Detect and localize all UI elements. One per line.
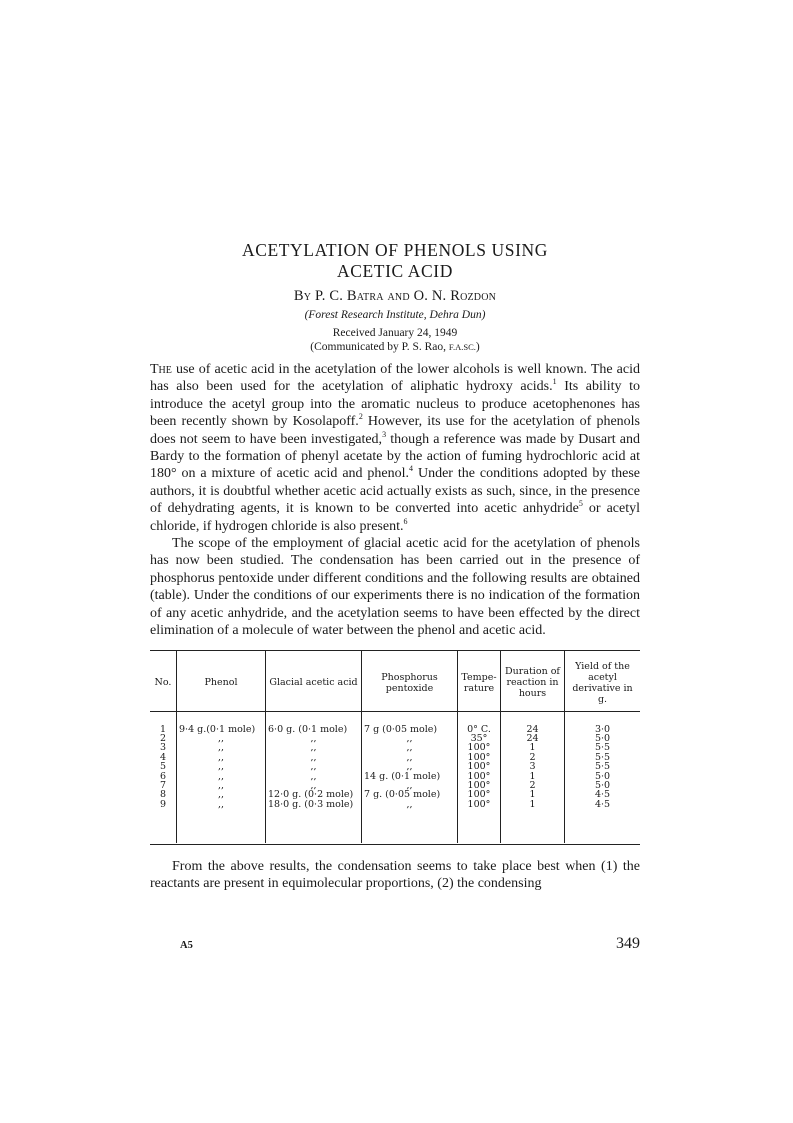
results-table — [150, 650, 640, 845]
cell-pentoxide: 14 g. (0·1 mole) — [362, 772, 458, 781]
table-row — [150, 800, 640, 843]
cell-phenol: ,, — [177, 790, 266, 799]
ref-4: 4 — [409, 464, 414, 474]
lead-word: The — [150, 362, 172, 377]
col-header-no: No. — [154, 677, 172, 688]
cell-duration: 2 — [501, 781, 565, 790]
cell-phenol: ,, — [177, 743, 266, 752]
cell-duration: 24 — [501, 734, 565, 743]
cell-acetic-acid: 18·0 g. (0·3 mole) — [266, 800, 362, 843]
cell-phenol: ,, — [177, 734, 266, 743]
cell-acetic-acid: ,, — [266, 772, 362, 781]
cell-temperature: 100° — [458, 790, 501, 799]
cell-yield: 5·5 — [565, 743, 641, 752]
col-header-yield: Yield of the acetyl derivative in g. — [565, 651, 641, 712]
table-row — [150, 711, 640, 734]
cell-yield: 5·5 — [565, 762, 641, 771]
col-header-temperature: Tempe-rature — [458, 651, 501, 712]
cell-phenol: ,, — [177, 800, 266, 843]
cell-yield: 5·0 — [565, 772, 641, 781]
cell-acetic-acid: 6·0 g. (0·1 mole) — [266, 711, 362, 734]
signature-mark: A5 — [180, 940, 193, 951]
title-line-1: ACETYLATION OF PHENOLS USING — [241, 240, 549, 260]
cell-duration: 1 — [501, 743, 565, 752]
cell-temperature: 0° C. — [458, 711, 501, 734]
paragraph-conclusion: From the above results, the condensation seems to take place best when (1) the reactants are present in equimolecular proportions, (2) the condensing — [150, 858, 640, 891]
col-header-phenol: Phenol — [177, 651, 266, 712]
cell-duration: 1 — [501, 772, 565, 781]
cell-temperature: 100° — [458, 772, 501, 781]
page-number: 349 — [616, 935, 640, 952]
cell-duration: 24 — [501, 711, 565, 734]
cell-acetic-acid: ,, — [266, 781, 362, 790]
cell-pentoxide: ,, — [362, 753, 458, 762]
ref-5: 5 — [578, 499, 583, 509]
cell-temperature: 100° — [458, 800, 501, 843]
col-header-phosphorus-pentoxide: Phosphorus pentoxide — [362, 651, 458, 712]
cell-no: 3 — [159, 742, 167, 754]
cell-phenol: ,, — [177, 772, 266, 781]
ref-2: 2 — [358, 412, 363, 422]
page-footer — [150, 937, 640, 957]
cell-no: 6 — [159, 770, 167, 782]
fellow-abbrev: F.A.SC. — [448, 342, 476, 352]
cell-pentoxide: ,, — [362, 800, 458, 843]
cell-phenol: ,, — [177, 781, 266, 790]
cell-duration: 1 — [501, 790, 565, 799]
cell-acetic-acid: ,, — [266, 734, 362, 743]
table-header-row — [150, 651, 640, 712]
communicated-by: (Communicated by P. S. Rao, F.A.SC.) — [310, 341, 480, 353]
cell-duration: 2 — [501, 753, 565, 762]
cell-temperature: 100° — [458, 781, 501, 790]
authors: By P. C. Batra and O. N. Rozdon — [293, 288, 497, 304]
cell-yield: 4·5 — [565, 790, 641, 799]
paragraph-scope: The scope of the employment of glacial acetic acid for the acetylation of phenols has now been studied. The condensation has been carried out in the presence of phosphorus pentoxide under different conditions and the following results are obtained (table). Under the conditions of our experiments there is no indication of the formation of any acetic anhydride, and the acetylation seems to have been effected by the direct elimination of a molecule of water between the phenol and acetic acid. — [150, 536, 640, 639]
cell-no: 9 — [159, 798, 167, 810]
cell-pentoxide: 7 g (0·05 mole) — [362, 711, 458, 734]
cell-no: 1 — [159, 723, 167, 735]
cell-yield: 4·5 — [565, 800, 641, 843]
col-header-duration: Duration of reaction in hours — [501, 651, 565, 712]
cell-pentoxide: ,, — [362, 743, 458, 752]
cell-no: 5 — [159, 761, 167, 773]
cell-pentoxide: ,, — [362, 762, 458, 771]
received-date: Received January 24, 1949 — [332, 327, 458, 339]
cell-temperature: 100° — [458, 753, 501, 762]
cell-no: 4 — [159, 751, 167, 763]
cell-yield: 5·0 — [565, 734, 641, 743]
cell-pentoxide: ,, — [362, 781, 458, 790]
cell-no: 8 — [159, 789, 167, 801]
paragraph-intro: The use of acetic acid in the acetylation of the lower alcohols is well known. The acid has also been used for the acetylation of aliphatic hydroxy acids.$^1$ Its ability to introduce the acetyl group into the aromatic nucleus to produce acetophenones has been recently shown by Kosolapoff.$^2$ However, its use for the acetylation of phenols does not seem to have been investigated,$^3$ though a reference was made by Dusart and Bardy to the formation of phenyl acetate by the action of fuming hydrochloric acid at 180° on a mixture of acetic acid and phenol.$^4$ Under the conditions adopted by these authors, it is doubtful whether acetic acid actually exists as such, since, in the presence of dehydrating agents, it is known to be converted into acetic anhydride$^5$ or acetyl chloride, if hydrogen chloride is also present.$^6$ — [150, 362, 640, 534]
affiliation: (Forest Research Institute, Dehra Dun) — [304, 309, 486, 321]
title-line-2: ACETIC ACID — [337, 261, 453, 281]
cell-yield: 5·0 — [565, 781, 641, 790]
cell-phenol: ,, — [177, 753, 266, 762]
cell-temperature: 35° — [458, 734, 501, 743]
cell-temperature: 100° — [458, 743, 501, 752]
cell-acetic-acid: ,, — [266, 753, 362, 762]
cell-phenol: 9·4 g.(0·1 mole) — [177, 711, 266, 734]
cell-duration: 3 — [501, 762, 565, 771]
cell-no: 7 — [159, 779, 167, 791]
cell-acetic-acid: ,, — [266, 743, 362, 752]
cell-acetic-acid: 12·0 g. (0·2 mole) — [266, 790, 362, 799]
cell-acetic-acid: ,, — [266, 762, 362, 771]
cell-yield: 3·0 — [565, 711, 641, 734]
ref-3: 3 — [382, 429, 387, 439]
cell-pentoxide: 7 g. (0·05 mole) — [362, 790, 458, 799]
col-header-acetic-acid: Glacial acetic acid — [266, 651, 362, 712]
cell-no: 2 — [159, 732, 167, 744]
cell-duration: 1 — [501, 800, 565, 843]
cell-temperature: 100° — [458, 762, 501, 771]
cell-pentoxide: ,, — [362, 734, 458, 743]
cell-yield: 5·5 — [565, 753, 641, 762]
article — [150, 240, 640, 892]
ref-1: 1 — [552, 377, 557, 387]
cell-phenol: ,, — [177, 762, 266, 771]
ref-6: 6 — [403, 516, 408, 526]
article-title — [150, 240, 640, 282]
